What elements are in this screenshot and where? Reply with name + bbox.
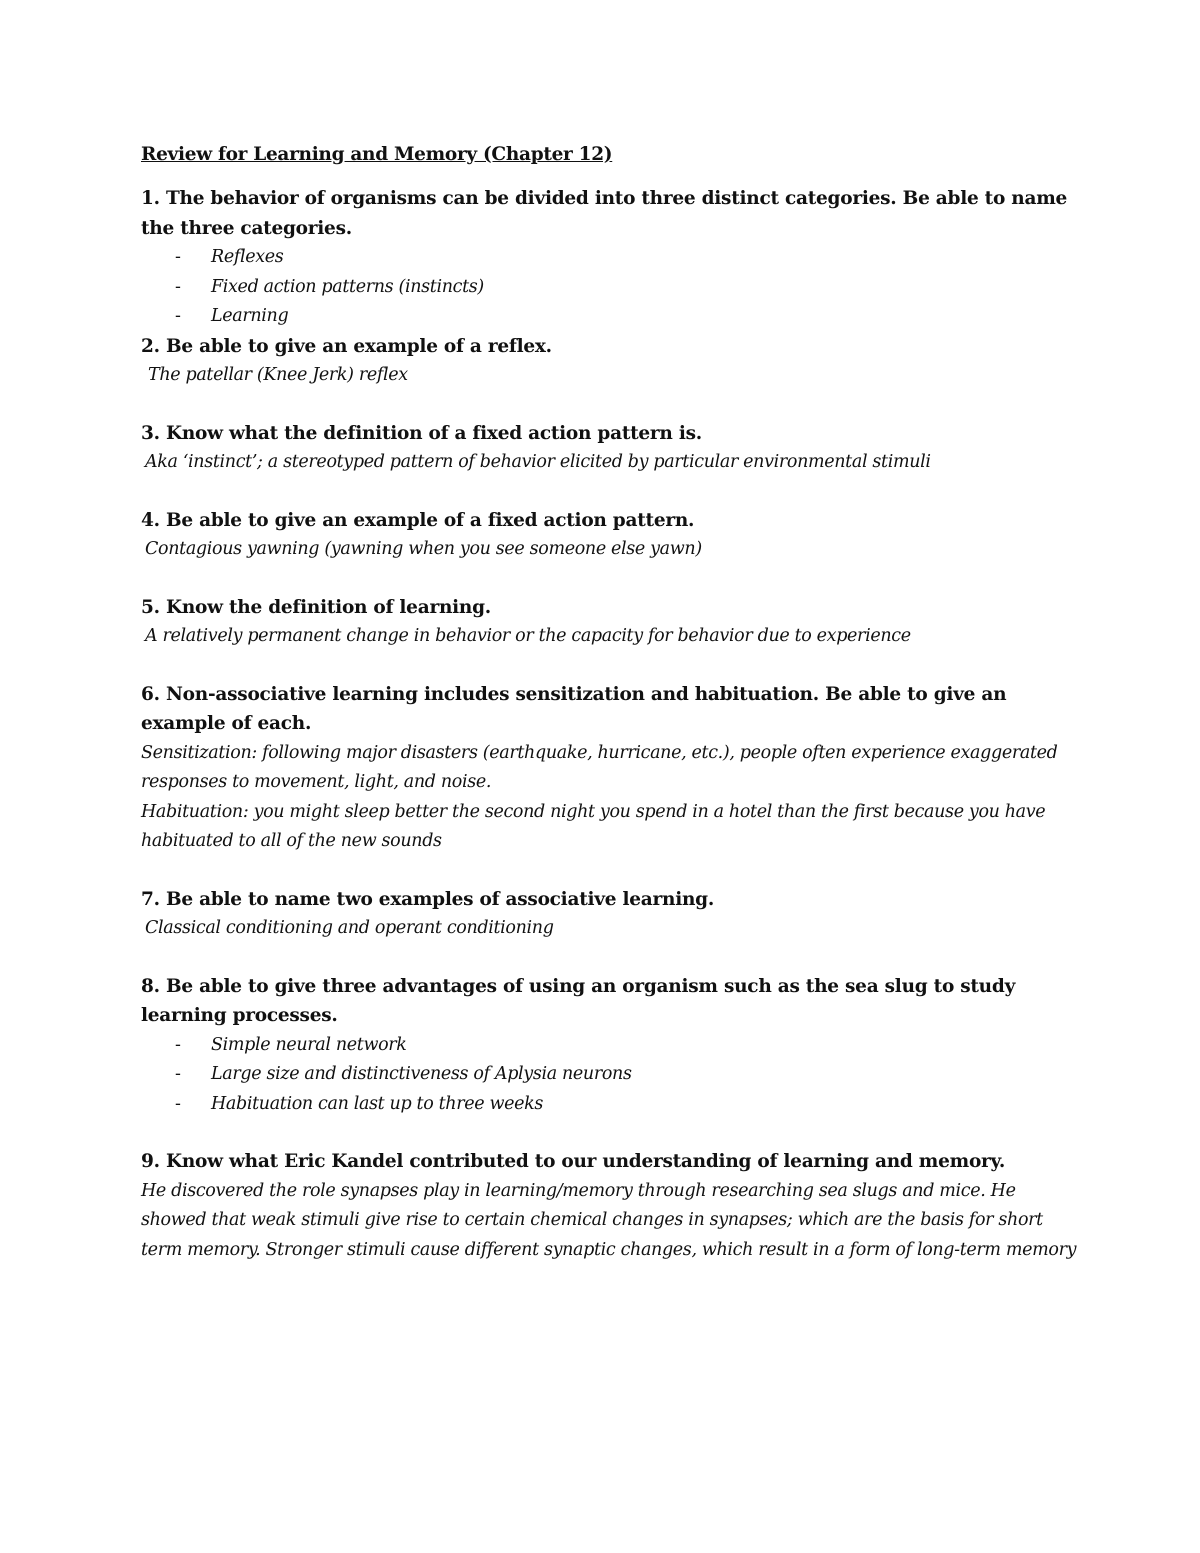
question-9: 9. Know what Eric Kandel contributed to our understanding of learning and memory.	[141, 1151, 1006, 1172]
list-dash: -	[175, 276, 181, 297]
question-block-6	[141, 680, 1081, 857]
question-block-4	[141, 506, 1081, 565]
document-page	[141, 140, 1081, 1265]
answer-list-8	[141, 1031, 1081, 1120]
answer-4: Contagious yawning (yawning when you see someone else yawn)	[145, 539, 702, 559]
list-item-text: Learning	[211, 306, 289, 326]
question-block-8	[141, 972, 1081, 1120]
question-block-2	[141, 332, 1081, 391]
list-item	[141, 1090, 1081, 1120]
list-dash: -	[175, 306, 181, 326]
answer-2: The patellar (Knee Jerk) reflex	[148, 365, 408, 385]
question-block-7	[141, 885, 1081, 944]
list-item	[141, 273, 1081, 303]
question-7: 7. Be able to name two examples of associative learning.	[141, 888, 715, 910]
list-item-text: Habituation can last up to three weeks	[211, 1093, 543, 1114]
question-4: 4. Be able to give an example of a fixed action pattern.	[141, 509, 695, 531]
answer-list-1	[141, 243, 1081, 332]
question-block-3	[141, 419, 1081, 478]
list-item-text: Reflexes	[211, 247, 284, 267]
list-item-text: Simple neural network	[211, 1034, 407, 1055]
list-item	[141, 302, 1081, 332]
page-title: Review for Learning and Memory (Chapter 12)	[141, 144, 613, 165]
list-dash: -	[175, 1093, 181, 1114]
list-dash: -	[175, 1034, 181, 1055]
question-2: 2. Be able to give an example of a reflex.	[141, 335, 552, 357]
question-block-9	[141, 1147, 1081, 1265]
question-block-5	[141, 593, 1081, 652]
list-item-text: Large size and distinctiveness of Aplysia neurons	[211, 1064, 632, 1084]
list-dash: -	[175, 247, 181, 267]
answer-9: He discovered the role synapses play in learning/memory through researching sea slugs and mice. He showed that weak stimuli give rise to certain chemical changes in synapses; which are the basis for short term memory. Stronger stimuli cause different synaptic changes, which result in a form of long-term memory	[141, 1180, 1077, 1260]
answer-6-habituation: Habituation: you might sleep better the second night you spend in a hotel than the first because you have habituated to all of the new sounds	[141, 801, 1046, 851]
list-item	[141, 1060, 1081, 1090]
question-6: 6. Non-associative learning includes sensitization and habituation. Be able to give an example of each.	[141, 683, 1007, 734]
list-item	[141, 243, 1081, 273]
answer-7: Classical conditioning and operant conditioning	[145, 918, 554, 938]
question-1: 1. The behavior of organisms can be divided into three distinct categories. Be able to name the three categories.	[141, 188, 1068, 239]
question-5: 5. Know the definition of learning.	[141, 596, 491, 618]
answer-3: Aka ‘instinct’; a stereotyped pattern of behavior elicited by particular environmental stimuli	[145, 452, 931, 472]
list-item	[141, 1031, 1081, 1061]
list-dash: -	[175, 1064, 181, 1084]
answer-6-sensitization: Sensitization: following major disasters (earthquake, hurricane, etc.), people often experience exaggerated responses to movement, light, and noise.	[141, 742, 1058, 792]
list-item-text: Fixed action patterns (instincts)	[211, 276, 484, 297]
question-8: 8. Be able to give three advantages of using an organism such as the sea slug to study learning processes.	[141, 975, 1016, 1026]
answer-5: A relatively permanent change in behavior or the capacity for behavior due to experience	[145, 626, 911, 646]
question-block-1	[141, 184, 1081, 332]
question-3: 3. Know what the definition of a fixed action pattern is.	[141, 422, 702, 444]
